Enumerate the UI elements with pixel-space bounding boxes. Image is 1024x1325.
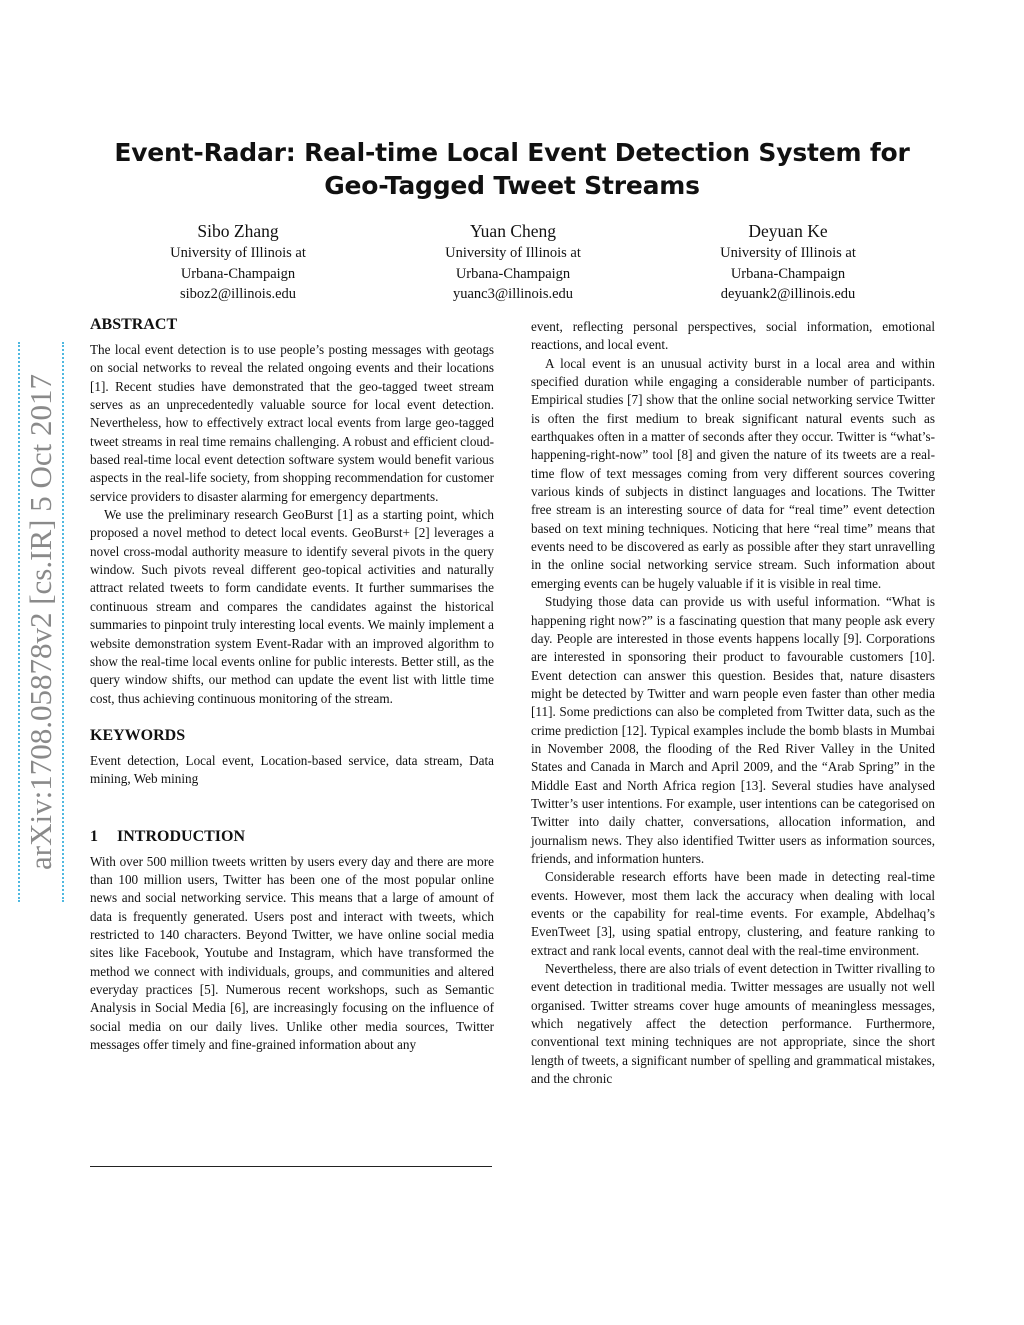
abstract-heading: ABSTRACT bbox=[90, 316, 178, 333]
author-affiliation: Urbana-Champaign bbox=[730, 265, 846, 282]
title-line-1: Event-Radar: Real-time Local Event Detection System for bbox=[114, 138, 910, 167]
author-affiliation: Urbana-Champaign bbox=[455, 265, 571, 282]
introduction-heading bbox=[90, 827, 494, 847]
right-column bbox=[531, 318, 935, 1088]
body-paragraph: event, reflecting personal perspectives, social information, emotional reactions, and local event. bbox=[531, 319, 935, 353]
author-affiliation: University of Illinois at bbox=[170, 245, 306, 261]
keywords-text: Event detection, Local event, Location-based service, data stream, Data mining, Web mining bbox=[90, 752, 494, 787]
abstract-paragraph: We use the preliminary research GeoBurst [1] as a starting point, which proposed a novel method to detect local events. GeoBurst+ [2] leverages a novel cross-modal authority measure to identify several pivots in the query window. Such pivots reveal different geo-topical activities and naturally attract related tweets to form candidate events. It further summarises the continuous stream and compares the candidates against the historical summaries to pinpoint truly interesting local events. We mainly implement a website demonstration system Event-Radar with an improved algorithm to show the real-time local events online for public interests. Better still, as the query window shifts, our method can update the event list with little time cost, thus achieving continuous monitoring of the stream. bbox=[90, 507, 494, 706]
author-email: yuanc3@illinois.edu bbox=[452, 286, 574, 302]
body-paragraph: Studying those data can provide us with useful information. “What is happening right now?” is a fascinating question that many people ask every day. People are interested in those events happens locally [9]. Corporations are interested in sponsoring their product to favourable customers [10]. Event detection can answer this question. Besides that, nature disasters might be detected by Twitter and warn people even faster than other media [11]. Some predictions can also be completed from Twitter data, such as the crime prediction [12]. Typical examples include the bomb blasts in Mumbai in November 2008, the flooding of the Red River Valley in the United States and Canada in March and April 2009, and the “Arab Spring” in the Middle East and North Africa region [13]. Several studies have analysed Twitter’s user intentions. For example, user intentions can be categorised on Twitter into daily chatter, conversations, allocation information, and journalism news. They also identified Twitter users as information sources, friends, and information hunters. bbox=[531, 594, 935, 866]
author-email: siboz2@illinois.edu bbox=[179, 286, 297, 302]
paper-title bbox=[100, 136, 924, 202]
author-1 bbox=[108, 219, 368, 305]
arxiv-identifier: arXiv:1708.05878v2 [cs.IR] 5 Oct 2017 bbox=[23, 374, 58, 870]
author-name: Sibo Zhang bbox=[197, 221, 279, 241]
body-paragraph: Nevertheless, there are also trials of event detection in Twitter rivalling to event detection in traditional media. Twitter messages are usually not well organised. Twitter streams cover huge amounts of meaningless messages, which negatively affect the detection performance. Furthermore, conventional text mining techniques are not appropriate, since the short length of tweets, a significant number of spelling and grammatical mistakes, and the chronic bbox=[531, 961, 935, 1087]
author-name: Yuan Cheng bbox=[469, 221, 557, 241]
section-number: 1 bbox=[90, 827, 98, 845]
keywords-heading: KEYWORDS bbox=[90, 726, 186, 744]
author-3 bbox=[658, 219, 918, 305]
left-column bbox=[90, 315, 494, 1054]
author-affiliation: Urbana-Champaign bbox=[180, 265, 296, 282]
author-2 bbox=[383, 219, 643, 305]
arxiv-identifier-stamp bbox=[18, 342, 64, 902]
footnote-rule bbox=[90, 1166, 492, 1167]
title-line-2: Geo-Tagged Tweet Streams bbox=[324, 171, 700, 200]
author-affiliation: University of Illinois at bbox=[445, 245, 581, 261]
body-paragraph: A local event is an unusual activity burst in a local area and within specified duration while engaging a considerable number of participants. Empirical studies [7] show that the online social networking service Twitter is often the first medium to break significant natural events such as earthquakes often in a matter of seconds after they occur. Twitter is “what’s-happening-right-now” tool [8] and given the nature of its tweets are a real-time flow of text messages coming from very different sources covering various kinds of subjects in distinct languages and locations. The Twitter free stream is an interesting source of data for “real time” event detection based on text mining techniques. Noticing that here “real time” means that events need to be discovered as early as possible after they start unravelling in the online social networking service stream. Such information about emerging events can be hugely valuable if it is visible in real time. bbox=[531, 355, 935, 591]
author-affiliation: University of Illinois at bbox=[720, 245, 856, 261]
abstract-paragraph: The local event detection is to use people’s posting messages with geotags on social networks to reveal the related ongoing events and their locations [1]. Recent studies have demonstrated that the geo-tagged tweet stream serves as an unprecedentedly valuable source for local event detection. Nevertheless, how to effectively extract local events from large geo-tagged tweet streams in real time remains challenging. A robust and efficient cloud-based real-time local event detection software system would benefit various aspects in the real-life society, from shopping recommendation for customer service providers to disaster alarming for emergency departments. bbox=[90, 342, 494, 504]
author-email: deyuank2@illinois.edu bbox=[720, 286, 856, 302]
section-title: INTRODUCTION bbox=[117, 827, 246, 845]
body-paragraph: Considerable research efforts have been made in detecting real-time events. However, most them lack the accuracy when dealing with local events or the capability for real-time events. For example, Abdelhaq’s EvenTweet [3], using spatial entropy, clustering, and feature ranking to extract and rank local events, cannot deal with the real-time environment. bbox=[531, 869, 935, 958]
author-name: Deyuan Ke bbox=[748, 221, 828, 241]
introduction-paragraph: With over 500 million tweets written by users every day and there are more than 100 million users, Twitter has been one of the most popular online news and social networking service. This means that a large of amount of data is frequently generated. Users post and interact with tweets, which restricted to 140 characters. Beyond Twitter, we have online social media sites like Facebook, Youtube and Instagram, which have transformed the method we connect with individuals, groups, and communities and altered everyday practices [5]. Numerous recent workshops, such as Semantic Analysis in Social Media [6], are increasingly focusing on the influence of social media on our daily lives. Unlike other media sources, Twitter messages offer timely and fine-grained information about any bbox=[90, 853, 494, 1052]
